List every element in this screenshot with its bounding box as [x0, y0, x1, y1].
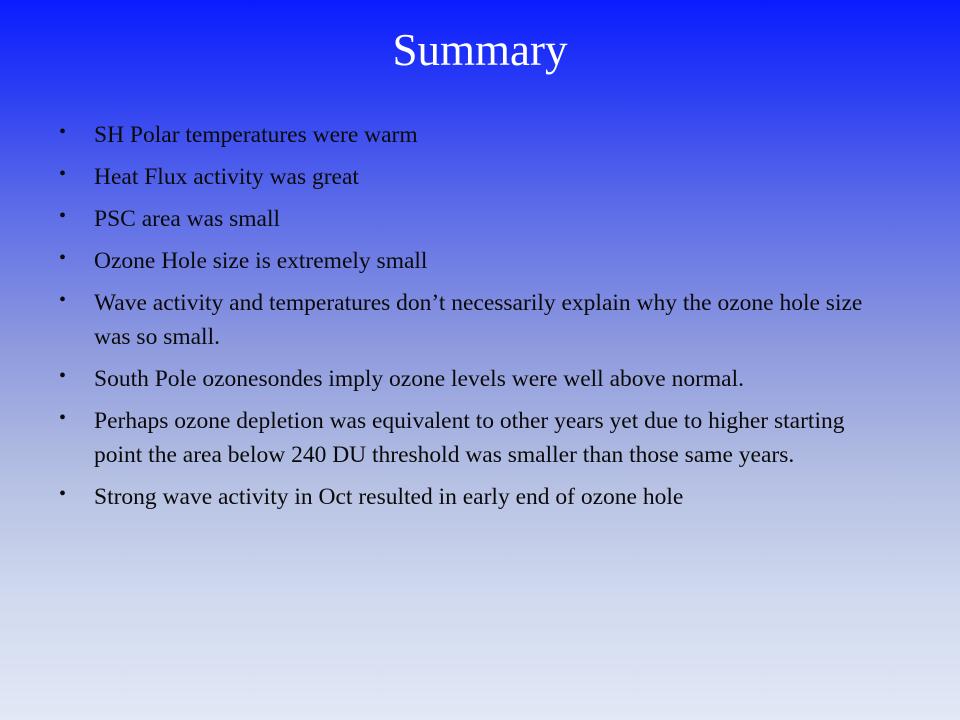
bullet-text: PSC area was small [94, 206, 281, 232]
slide-title: Summary [392, 25, 568, 75]
bullet-list [58, 118, 888, 522]
bullet-text: Wave activity and temperatures don’t necessarily explain why the ozone hole size was so small. [94, 290, 863, 350]
bullet-item [58, 202, 888, 236]
bullet-dot-icon: • [59, 483, 67, 505]
bullet-dot-icon: • [59, 365, 67, 387]
bullet-text: Perhaps ozone depletion was equivalent to other years yet due to higher starting point the area below 240 DU threshold was smaller than those same years. [94, 408, 845, 468]
bullet-dot-icon: • [59, 407, 67, 429]
bullet-dot-icon: • [59, 121, 67, 143]
bullet-text: South Pole ozonesondes imply ozone levels were well above normal. [94, 366, 745, 392]
bullet-text: Ozone Hole size is extremely small [94, 248, 428, 274]
bullet-dot-icon: • [59, 247, 67, 269]
bullet-item [58, 404, 888, 472]
bullet-item [58, 362, 888, 396]
bullet-dot-icon: • [59, 205, 67, 227]
bullet-text: SH Polar temperatures were warm [94, 122, 418, 148]
bullet-item [58, 286, 888, 354]
bullet-text: Heat Flux activity was great [94, 164, 359, 190]
bullet-item [58, 244, 888, 278]
bullet-item [58, 480, 888, 514]
bullet-item [58, 118, 888, 152]
bullet-dot-icon: • [59, 289, 67, 311]
bullet-item [58, 160, 888, 194]
bullet-text: Strong wave activity in Oct resulted in early end of ozone hole [94, 484, 684, 510]
bullet-dot-icon: • [59, 163, 67, 185]
